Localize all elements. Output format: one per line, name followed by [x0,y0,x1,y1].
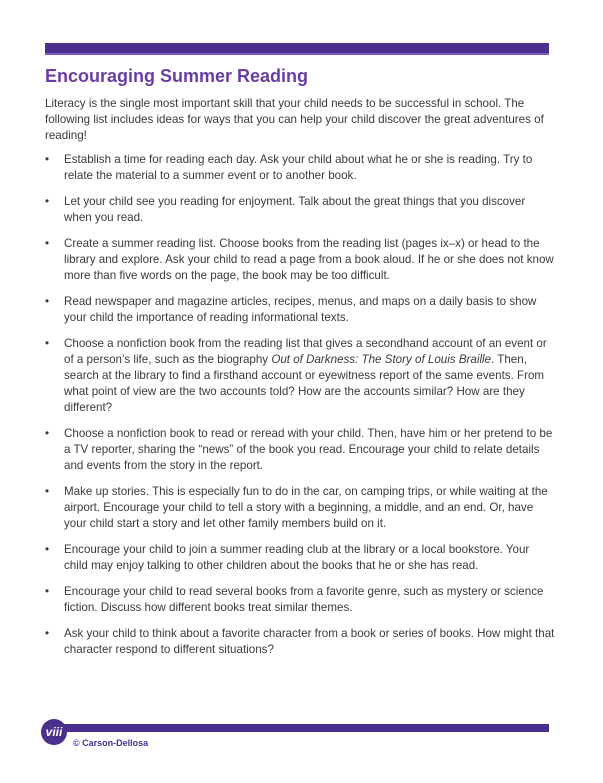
footer-bar [45,724,549,732]
list-item-text: Choose a nonfiction book to read or reread with your child. Then, have him or her pretend to be a TV reporter, sharing the “news” of the book you read. Encourage your child to relate details and events from the story in the report. [64,427,553,472]
list-item [45,626,555,658]
bullet: • [45,585,50,598]
bullet: • [45,337,50,350]
bullet: • [45,627,50,640]
bullet: • [45,153,50,166]
list-item [45,236,555,284]
bullet: • [45,195,50,208]
bullet: • [45,543,50,556]
list-item-text: Read newspaper and magazine articles, recipes, menus, and maps on a daily basis to show your child the importance of reading informational texts. [64,295,537,324]
header-bar [45,43,549,55]
list-item [45,152,555,184]
page-number-badge: viii [41,719,67,745]
list-item-text: Encourage your child to read several books from a favorite genre, such as mystery or science fiction. Discuss how different books treat similar themes. [64,585,544,614]
list-item [45,584,555,616]
list-item-text: Let your child see you reading for enjoyment. Talk about the great things that you discover when you read. [64,195,526,224]
book-title: Out of Darkness: The Story of Louis Braille [271,353,492,366]
list-item [45,194,555,226]
bullet: • [45,295,50,308]
list-item-text: Ask your child to think about a favorite character from a book or series of books. How might that character respond to different situations? [64,627,555,656]
list-item [45,336,555,416]
list-item-text [64,337,547,414]
list-item [45,542,555,574]
bullet: • [45,237,50,250]
list-item-text: Encourage your child to join a summer reading club at the library or a local bookstore. Your child may enjoy talking to other children about the books that he or she has read. [64,543,530,572]
tips-list [45,152,555,668]
bullet: • [45,485,50,498]
list-item-text: Create a summer reading list. Choose books from the reading list (pages ix–x) or head to the library and explore. Ask your child to read a page from a book aloud. If he or she does not know more than five words on the page, the book may be too difficult. [64,237,554,282]
list-item-text: Make up stories. This is especially fun to do in the car, on camping trips, or while waiting at the airport. Encourage your child to tell a story with a beginning, a middle, and an end. Or, have your child start a story and let other family members build on it. [64,485,548,530]
copyright-text: © Carson-Dellosa [73,738,149,748]
list-item [45,294,555,326]
list-item-text: Establish a time for reading each day. Ask your child about what he or she is reading. Try to relate the material to a summer event or to another book. [64,153,533,182]
list-item [45,484,555,532]
intro-paragraph: Literacy is the single most important skill that your child needs to be successful in school. The following list includes ideas for ways that you can help your child discover the great adventures of reading! [45,97,544,142]
bullet: • [45,427,50,440]
list-item-text-after: . Then, search at the library to find a firsthand account or eyewitness report of the same events. From what point of view are the two accounts told? How are the accounts similar? How are they different? [64,353,545,414]
list-item-text-before: Choose a nonfiction book from the reading list that gives a secondhand account of an event or of a person’s life, such as the biography [64,337,547,366]
page-title: Encouraging Summer Reading [45,66,309,86]
list-item [45,426,555,474]
